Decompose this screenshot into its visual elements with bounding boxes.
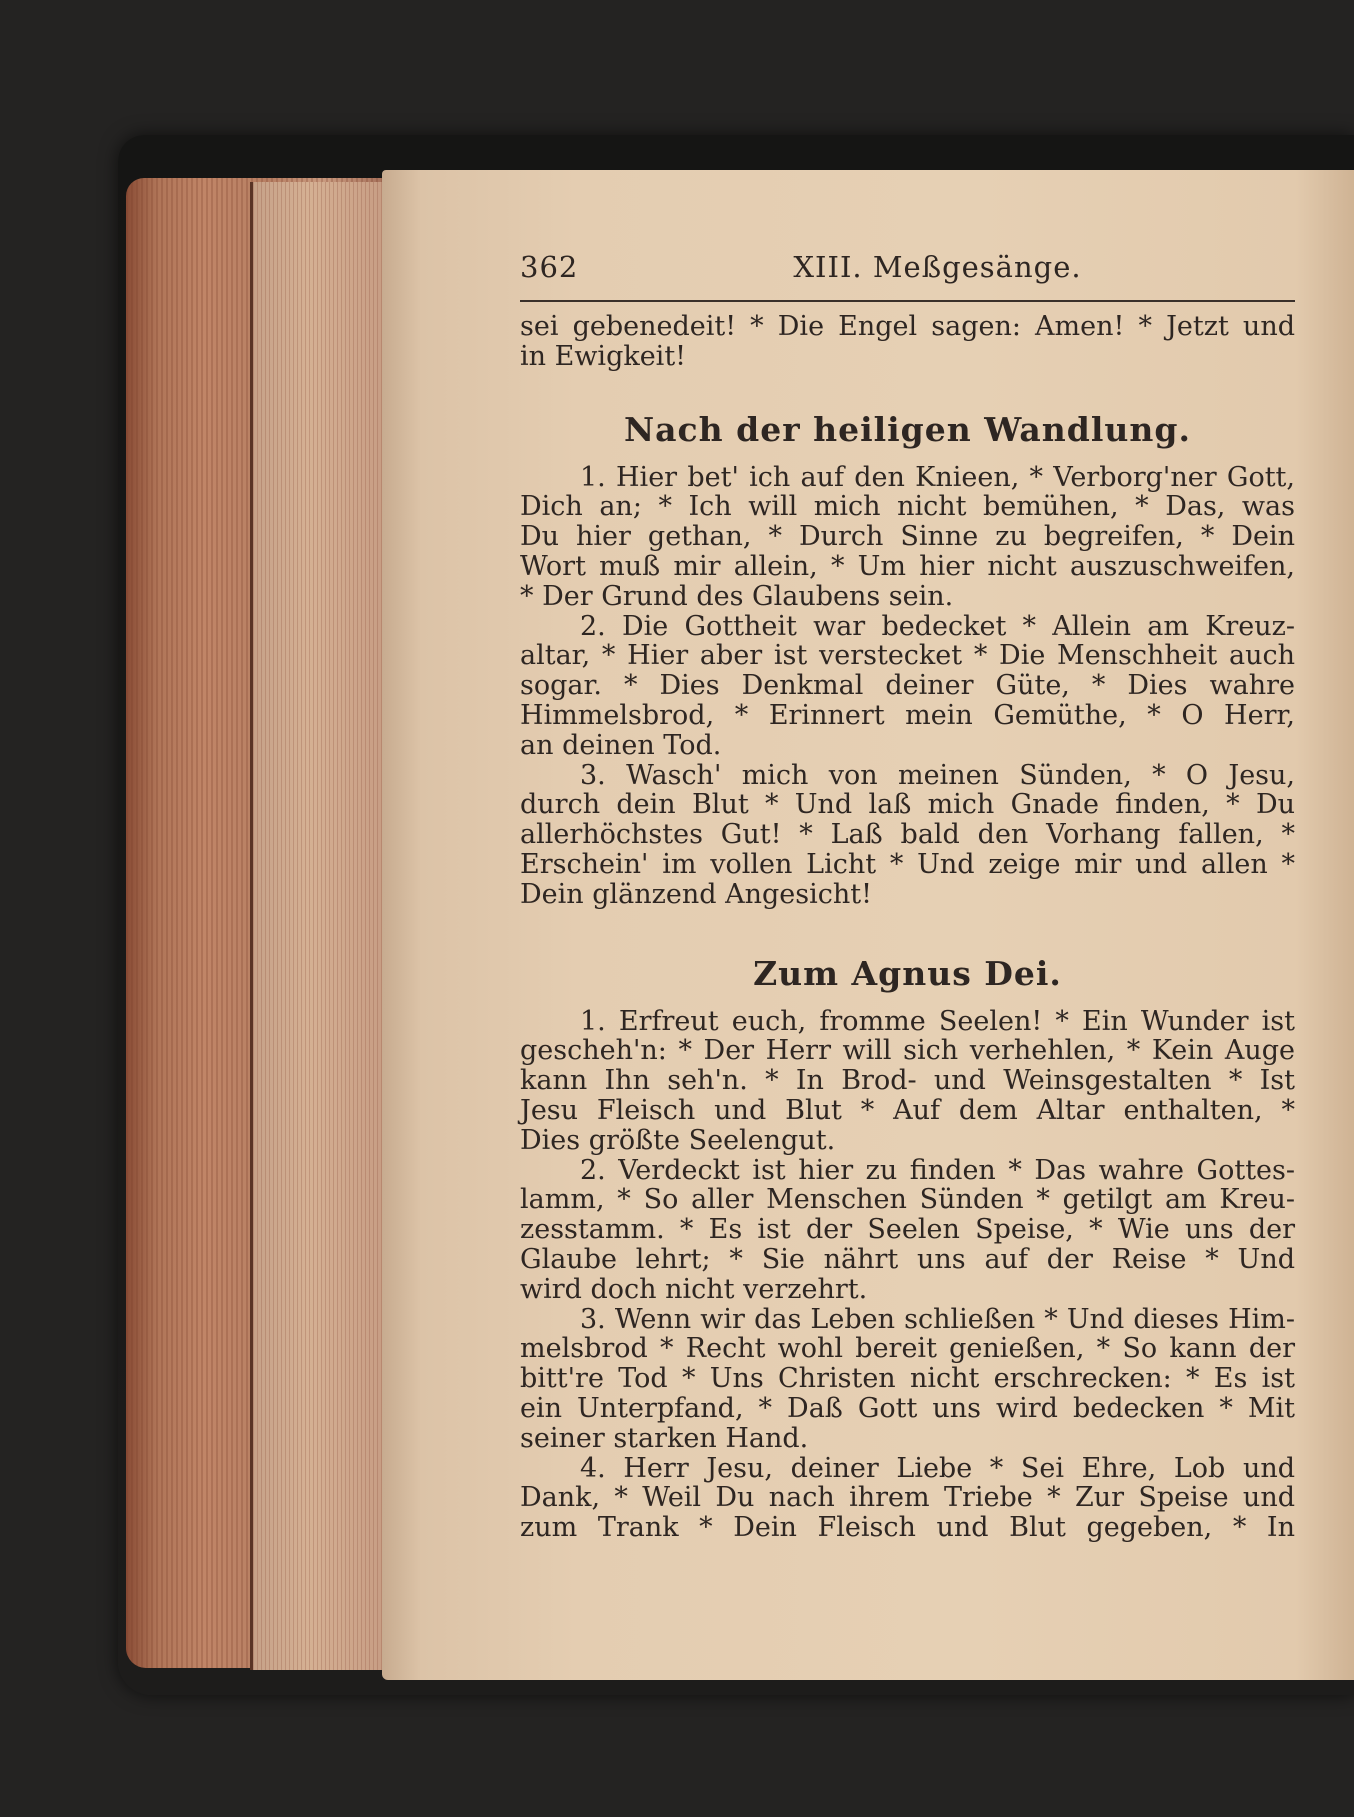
text-line: gescheh'n: * Der Herr will sich verhehlen, * Kein Auge — [520, 1035, 1295, 1067]
text-line: Dich an; * Ich will mich nicht bemühen, * Das, was — [520, 491, 1295, 523]
text-line: sogar. * Dies Denkmal deiner Güte, * Dies wahre — [520, 670, 1295, 702]
text-line: zesstamm. * Es ist der Seelen Speise, * Wie uns der — [520, 1214, 1295, 1246]
text-line: ein Unterpfand, * Daß Gott uns wird bedecken * Mit — [520, 1392, 1295, 1424]
text-line: * Der Grund des Glaubens sein. — [520, 580, 954, 612]
running-head — [520, 250, 1295, 294]
text-line: zum Trank * Dein Fleisch und Blut gegeben, * In — [520, 1512, 1295, 1544]
text-line: Glaube lehrt; * Sie nährt uns auf der Reise * Und — [520, 1243, 1295, 1275]
text-line: Himmelsbrod, * Erinnert mein Gemüthe, * O Herr, — [520, 699, 1295, 731]
verse — [520, 1156, 1295, 1305]
section-heading: Zum Agnus Dei. — [753, 953, 1062, 993]
verse — [520, 761, 1295, 910]
verse — [520, 1007, 1295, 1156]
text-line: 1. Hier bet' ich auf den Knieen, * Verborg'ner Gott, — [580, 461, 1295, 493]
page-edges-inner — [250, 182, 393, 1670]
section-heading: Nach der heiligen Wandlung. — [624, 409, 1191, 449]
verse — [520, 1305, 1295, 1454]
text-line: kann Ihn seh'n. * In Brod- und Weinsgestalten * Ist — [520, 1065, 1295, 1097]
text-line: altar, * Hier aber ist verstecket * Die Menschheit auch — [520, 640, 1295, 672]
text-line: melsbrod * Recht wohl bereit genießen, * So kann der — [520, 1333, 1295, 1365]
text-line: wird doch nicht verzehrt. — [520, 1273, 868, 1305]
page-text — [520, 250, 1295, 1543]
text-line: allerhöchstes Gut! * Laß bald den Vorhang fallen, * — [520, 819, 1295, 851]
text-line: 2. Die Gottheit war bedecket * Allein am Kreuz- — [580, 610, 1295, 642]
verse — [520, 1454, 1295, 1543]
text-line: Dies größte Seelengut. — [520, 1124, 836, 1156]
page-number: 362 — [520, 250, 579, 284]
text-line: Erschein' im vollen Licht * Und zeige mir und allen * — [520, 848, 1295, 880]
text-line: 4. Herr Jesu, deiner Liebe * Sei Ehre, Lob und — [580, 1452, 1295, 1484]
text-line: Wort muß mir allein, * Um hier nicht auszuschweifen, — [520, 550, 1295, 582]
text-line: 3. Wenn wir das Leben schließen * Und dieses Him- — [580, 1303, 1295, 1335]
text-line: Jesu Fleisch und Blut * Auf dem Altar enthalten, * — [520, 1094, 1295, 1126]
text-line: Dank, * Weil Du nach ihrem Triebe * Zur Speise und — [520, 1482, 1295, 1514]
text-line: seiner starken Hand. — [520, 1422, 809, 1454]
text-line: sei gebenedeit! * Die Engel sagen: Amen! * Jetzt und — [520, 311, 1295, 342]
text-line: 1. Erfreut euch, fromme Seelen! * Ein Wunder ist — [580, 1005, 1295, 1037]
verse — [520, 612, 1295, 761]
text-line: lamm, * So aller Menschen Sünden * getilgt am Kreu- — [520, 1184, 1295, 1216]
text-line: durch dein Blut * Und laß mich Gnade finden, * Du — [520, 789, 1295, 821]
verse — [520, 463, 1295, 612]
text-line: Du hier gethan, * Durch Sinne zu begreifen, * Dein — [520, 521, 1295, 553]
text-line: 2. Verdeckt ist hier zu finden * Das wahre Gottes- — [580, 1154, 1295, 1186]
text-line: 3. Wasch' mich von meinen Sünden, * O Jesu, — [580, 759, 1295, 791]
text-line: in Ewigkeit! — [520, 340, 687, 372]
text-line: bitt're Tod * Uns Christen nicht erschrecken: * Es ist — [520, 1363, 1295, 1395]
text-line: an deinen Tod. — [520, 729, 722, 761]
text-line: Dein glänzend Angesicht! — [520, 878, 872, 910]
header-rule — [520, 300, 1295, 302]
chapter-title: XIII. Meßgesänge. — [793, 250, 1082, 284]
